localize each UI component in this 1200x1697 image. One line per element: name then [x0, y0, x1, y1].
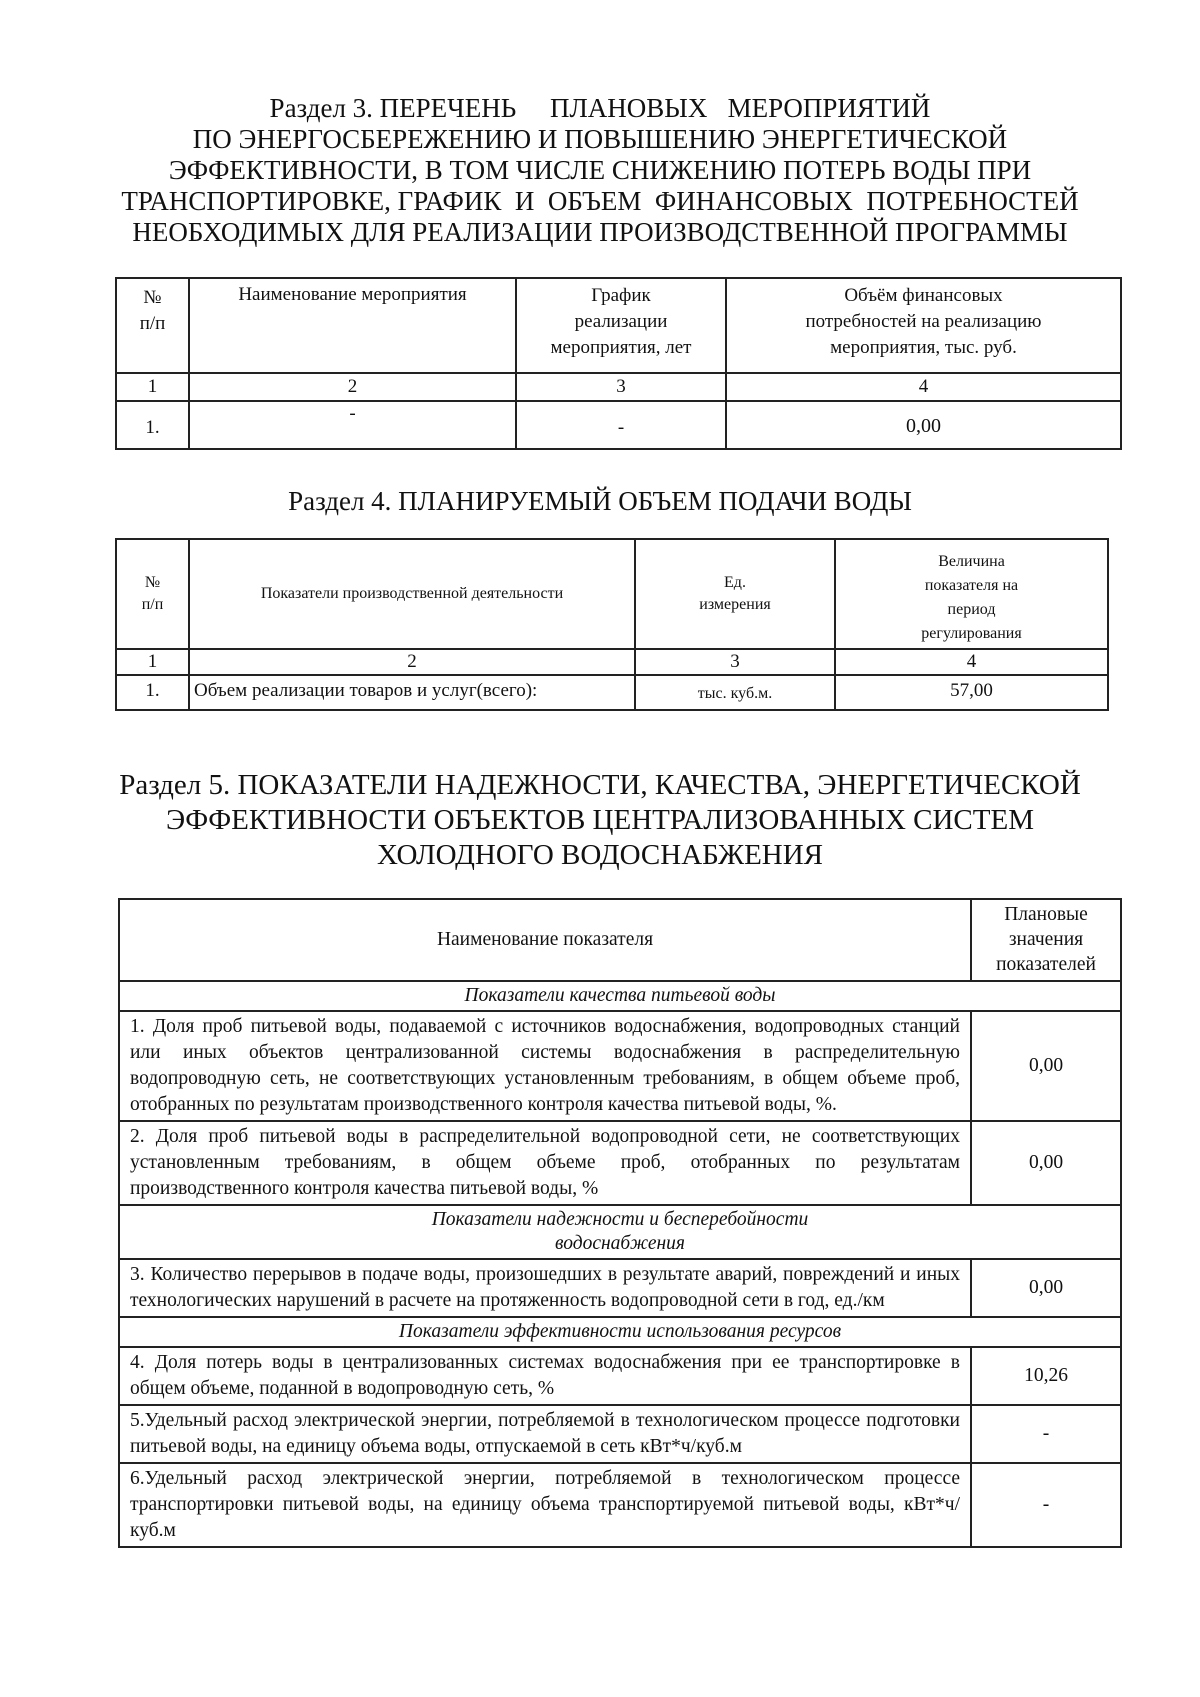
table-row: [116, 675, 1108, 710]
indicator-value: 0,00: [971, 1011, 1121, 1121]
column-number: 1: [116, 649, 189, 675]
section3-table: [115, 277, 1122, 450]
table-row: [119, 1405, 1121, 1463]
indicator-name: 4. Доля потерь воды в централизованных системах водоснабжения при ее транспортировке в общем объеме, поданной в водопроводную сеть, %: [119, 1347, 971, 1405]
section5-table: [118, 898, 1122, 1548]
indicator-value: -: [971, 1463, 1121, 1547]
indicator-value: 0,00: [971, 1121, 1121, 1205]
section3-title-line: ПО ЭНЕРГОСБЕРЕЖЕНИЮ И ПОВЫШЕНИЮ ЭНЕРГЕТИЧЕСКОЙ: [192, 124, 1008, 154]
schedule-value: -: [516, 401, 726, 449]
section4-title: Раздел 4. ПЛАНИРУЕМЫЙ ОБЪЕМ ПОДАЧИ ВОДЫ: [288, 486, 912, 516]
column-number: 4: [835, 649, 1108, 675]
header-number: № п/п: [116, 278, 189, 373]
table-row: [116, 649, 1108, 675]
table-header-row: [116, 278, 1121, 373]
table-row: [119, 1463, 1121, 1547]
indicator-name: 6.Удельный расход электрической энергии, потребляемой в технологическом процессе транспортировки питьевой воды, на единицу объема транспортируемой питьевой воды, кВт*ч/куб.м: [119, 1463, 971, 1547]
indicator-value: 10,26: [971, 1347, 1121, 1405]
header-indicator-name: Наименование показателя: [119, 899, 971, 981]
section5-title-line: ХОЛОДНОГО ВОДОСНАБЖЕНИЯ: [376, 839, 824, 871]
section5-title-line: ЭФФЕКТИВНОСТИ ОБЪЕКТОВ ЦЕНТРАЛИЗОВАННЫХ СИСТЕМ: [166, 804, 1034, 836]
table-row: [119, 1121, 1121, 1205]
indicator-name: 1. Доля проб питьевой воды, подаваемой с источников водоснабжения, водопроводных станций или иных объектов централизованной системы водоснабжения в распределительную водопроводную сеть, не соответствующих установленным требованиям, в общем объеме проб, отобранных по результатам производственного контроля качества питьевой воды, %.: [119, 1011, 971, 1121]
header-financing: Объём финансовых потребностей на реализацию мероприятия, тыс. руб.: [726, 278, 1121, 373]
row-number: 1.: [116, 401, 189, 449]
table-row: [119, 1011, 1121, 1121]
header-activity-name: Наименование мероприятия: [189, 278, 516, 373]
section3-title-line: ТРАНСПОРТИРОВКЕ, ГРАФИК И ОБЪЕМ ФИНАНСОВЫХ ПОТРЕБНОСТЕЙ: [121, 186, 1079, 216]
section3-title: [70, 93, 1130, 248]
column-number: 1: [116, 373, 189, 401]
column-number: 3: [635, 649, 835, 675]
column-number: 4: [726, 373, 1121, 401]
section5-title: [70, 768, 1130, 873]
table-header-row: [119, 899, 1121, 981]
section3-title-line: НЕОБХОДИМЫХ ДЛЯ РЕАЛИЗАЦИИ ПРОИЗВОДСТВЕННОЙ ПРОГРАММЫ: [132, 217, 1068, 247]
group-reliability: Показатели надежности и бесперебойности водоснабжения: [119, 1205, 1121, 1259]
row-number: 1.: [116, 675, 189, 710]
header-number: № п/п: [116, 539, 189, 649]
section3-title-line: Раздел 3. ПЕРЕЧЕНЬ ПЛАНОВЫХ МЕРОПРИЯТИЙ: [269, 93, 931, 123]
table-header-row: [116, 539, 1108, 649]
column-number: 2: [189, 649, 635, 675]
header-value: Величина показателя на период регулирования: [835, 539, 1108, 649]
indicator-name: 3. Количество перерывов в подаче воды, произошедших в результате аварий, повреждений и иных технологических нарушений в расчете на протяженность водопроводной сети в год, ед./км: [119, 1259, 971, 1317]
header-schedule: График реализации мероприятия, лет: [516, 278, 726, 373]
activity-name: -: [189, 401, 516, 449]
indicator-value: 57,00: [835, 675, 1108, 710]
header-planned-values: Плановые значения показателей: [971, 899, 1121, 981]
section5-title-line: Раздел 5. ПОКАЗАТЕЛИ НАДЕЖНОСТИ, КАЧЕСТВА, ЭНЕРГЕТИЧЕСКОЙ: [119, 769, 1081, 801]
table-row: [119, 1259, 1121, 1317]
indicator-name: 2. Доля проб питьевой воды в распределительной водопроводной сети, не соответствующих установленным требованиям, в общем объеме проб, отобранных по результатам производственного контроля качества питьевой воды, %: [119, 1121, 971, 1205]
header-unit: Ед. измерения: [635, 539, 835, 649]
table-row: [116, 373, 1121, 401]
indicator-value: 0,00: [971, 1259, 1121, 1317]
section4-table: [115, 538, 1109, 711]
section3-title-line: ЭФФЕКТИВНОСТИ, В ТОМ ЧИСЛЕ СНИЖЕНИЮ ПОТЕРЬ ВОДЫ ПРИ: [168, 155, 1032, 185]
column-number: 2: [189, 373, 516, 401]
header-indicator: Показатели производственной деятельности: [189, 539, 635, 649]
group-row: [119, 1205, 1121, 1259]
group-quality: Показатели качества питьевой воды: [119, 981, 1121, 1011]
financing-value: 0,00: [726, 401, 1121, 449]
group-efficiency: Показатели эффективности использования ресурсов: [119, 1317, 1121, 1347]
group-row: [119, 981, 1121, 1011]
indicator-name: Объем реализации товаров и услуг(всего):: [189, 675, 635, 710]
unit-value: тыс. куб.м.: [635, 675, 835, 710]
indicator-name: 5.Удельный расход электрической энергии, потребляемой в технологическом процессе подготовки питьевой воды, на единицу объема воды, отпускаемой в сеть кВт*ч/куб.м: [119, 1405, 971, 1463]
column-number: 3: [516, 373, 726, 401]
indicator-value: -: [971, 1405, 1121, 1463]
table-row: [116, 401, 1121, 449]
group-row: [119, 1317, 1121, 1347]
table-row: [119, 1347, 1121, 1405]
